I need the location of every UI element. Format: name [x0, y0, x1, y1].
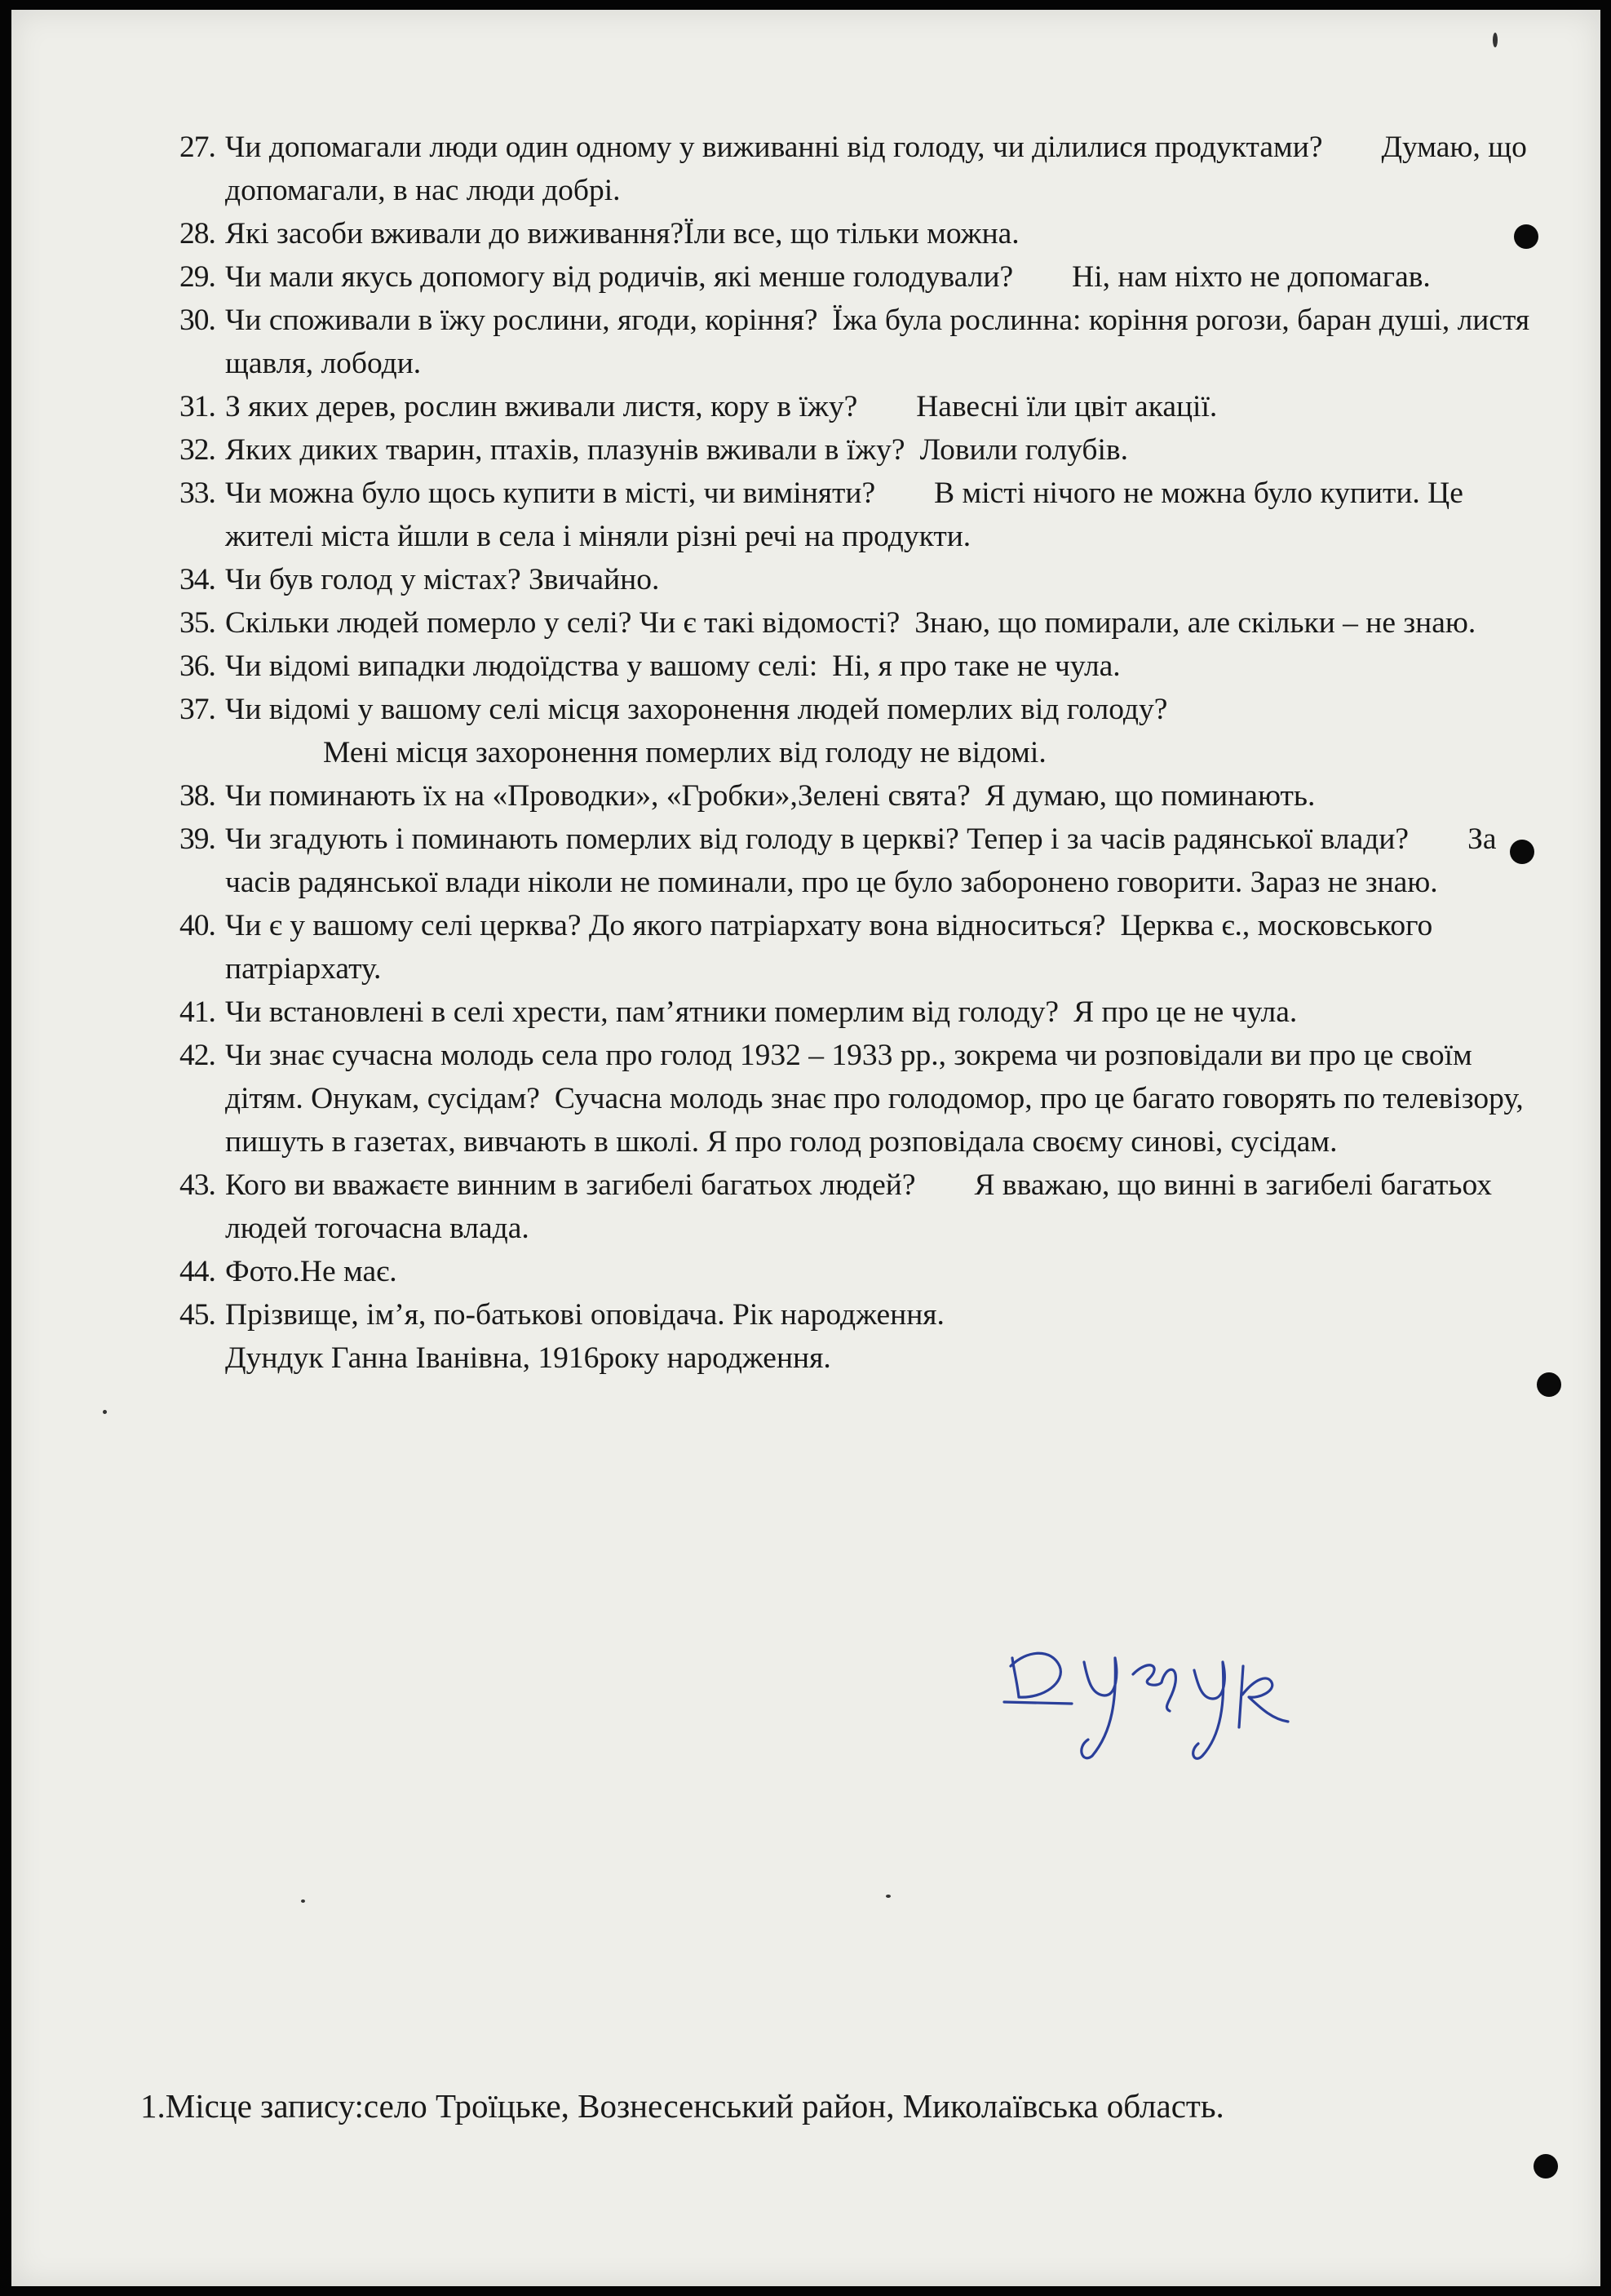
answer-text: Я думаю, що поминають. — [985, 779, 1316, 813]
answer-text: Сучасна молодь знає про голодомор, про це багато говорять по телевізору, пишуть в газетах, вивчають в школі. Я про голод розповідала своєму синові, сусідам. — [225, 1082, 1524, 1159]
paper-speck — [301, 1899, 305, 1903]
question-item-35 — [179, 601, 1555, 645]
answer-text: За часів радянської влади ніколи не поминали, про це було заборонено говорити. Зараз не знаю. — [225, 822, 1497, 899]
question-text: Чи споживали в їжу рослини, ягоди, коріння? — [225, 304, 818, 337]
question-number: 34. — [179, 563, 215, 596]
question-text: Які засоби вживали до виживання? — [225, 217, 684, 250]
punch-hole — [1534, 2154, 1558, 2179]
punch-hole — [1537, 1372, 1561, 1397]
question-number: 38. — [179, 779, 215, 813]
answer-text: Я вважаю, що винні в загибелі багатьох людей тогочасна влада. — [225, 1168, 1493, 1245]
question-item-37 — [179, 688, 1555, 774]
question-item-43 — [179, 1164, 1555, 1250]
questionnaire-list — [179, 126, 1555, 1380]
punch-hole — [1510, 840, 1534, 864]
question-number: 37. — [179, 693, 215, 726]
handwritten-signature — [994, 1633, 1337, 1780]
punch-hole — [1514, 224, 1538, 249]
question-number: 45. — [179, 1298, 215, 1332]
question-text: Чи можна було щось купити в місті, чи виміняти? — [225, 476, 876, 510]
question-number: 35. — [179, 606, 215, 640]
answer-text: Звичайно. — [529, 563, 660, 596]
question-text: Чи встановлені в селі хрести, пам’ятники померлим від голоду? — [225, 995, 1060, 1029]
question-number: 27. — [179, 131, 215, 164]
question-item-32 — [179, 428, 1555, 472]
answer-text: Не має. — [299, 1255, 397, 1288]
question-item-27 — [179, 126, 1555, 212]
question-number: 41. — [179, 995, 215, 1029]
answer-text: Дундук Ганна Іванівна, 1916року народження. — [225, 1341, 831, 1375]
answer-text: Думаю, що допомагали, в нас люди добрі. — [225, 131, 1527, 207]
question-item-41 — [179, 991, 1555, 1034]
paper-speck — [886, 1895, 891, 1898]
question-item-34 — [179, 558, 1555, 601]
question-number: 36. — [179, 649, 215, 683]
question-text: Фото. — [225, 1255, 300, 1288]
paper-speck — [103, 1410, 107, 1414]
question-number: 42. — [179, 1039, 215, 1072]
answer-text: Навесні їли цвіт акації. — [916, 390, 1218, 423]
question-number: 43. — [179, 1168, 215, 1202]
question-number: 39. — [179, 822, 215, 856]
question-number: 33. — [179, 476, 215, 510]
question-item-44 — [179, 1250, 1555, 1293]
question-text: Чи допомагали люди один одному у виживанні від голоду, чи ділилися продуктами? — [225, 131, 1323, 164]
question-text: Чи згадують і поминають померлих від голоду в церкві? Тепер і за часів радянської влади? — [225, 822, 1410, 856]
question-text: Чи мали якусь допомогу від родичів, які менше голодували? — [225, 260, 1014, 294]
answer-text: Мені місця захоронення померлих від голоду не відомі. — [323, 736, 1047, 769]
question-item-33 — [179, 472, 1555, 558]
document-page — [11, 10, 1600, 2286]
question-item-30 — [179, 299, 1555, 385]
question-number: 40. — [179, 909, 215, 942]
question-text: Чи був голод у містах? — [225, 563, 521, 596]
answer-text: Я про це не чула. — [1073, 995, 1298, 1029]
question-text: Яких диких тварин, птахів, плазунів вживали в їжу? — [225, 433, 905, 467]
answer-text: Ловили голубів. — [919, 433, 1129, 467]
question-text: Прізвище, ім’я, по-батькові оповідача. Рік народження. — [225, 1298, 945, 1332]
question-item-42 — [179, 1034, 1555, 1164]
question-item-31 — [179, 385, 1555, 428]
answer-text: Ні, нам ніхто не допомагав. — [1072, 260, 1431, 294]
question-text: Скільки людей померло у селі? Чи є такі відомості? — [225, 606, 901, 640]
question-text: Чи знає сучасна молодь села про голод 1932 – 1933 рр., зокрема чи розповідали ви про це своїм дітям. Онукам, сусідам? — [225, 1039, 1472, 1115]
question-item-40 — [179, 904, 1555, 991]
answer-text: Знаю, що помирали, але скільки – не знаю. — [914, 606, 1476, 640]
question-item-38 — [179, 774, 1555, 818]
question-text: З яких дерев, рослин вживали листя, кору в їжу? — [225, 390, 858, 423]
question-number: 28. — [179, 217, 215, 250]
question-text: Чи поминають їх на «Проводки», «Гробки»,Зелені свята? — [225, 779, 971, 813]
answer-text: Їли все, що тільки можна. — [684, 217, 1020, 250]
question-number: 32. — [179, 433, 215, 467]
question-text: Чи відомі випадки людоїдства у вашому селі: — [225, 649, 818, 683]
answer-text: Ні, я про таке не чула. — [832, 649, 1121, 683]
question-item-45 — [179, 1293, 1555, 1380]
question-item-29 — [179, 255, 1555, 299]
recording-place: 1.Місце запису:село Троїцьке, Вознесенський район, Миколаївська область. — [140, 2087, 1224, 2125]
question-text: Чи є у вашому селі церква? До якого патріархату вона відноситься? — [225, 909, 1106, 942]
question-item-39 — [179, 818, 1555, 904]
question-text: Чи відомі у вашому селі місця захоронення людей померлих від голоду? — [225, 693, 1168, 726]
answer-text: В місті нічого не можна було купити. Це жителі міста йшли в села і міняли різні речі на продукти. — [225, 476, 1463, 553]
paper-speck — [1493, 33, 1498, 47]
question-number: 31. — [179, 390, 215, 423]
question-number: 29. — [179, 260, 215, 294]
question-number: 44. — [179, 1255, 215, 1288]
question-item-36 — [179, 645, 1555, 688]
answer-text: Церква є., московського патріархату. — [225, 909, 1433, 986]
question-text: Кого ви вважаєте винним в загибелі багатьох людей? — [225, 1168, 916, 1202]
question-item-28 — [179, 212, 1555, 255]
answer-text: Їжа була рослинна: коріння рогози, баран душі, листя щавля, лободи. — [225, 304, 1530, 380]
question-number: 30. — [179, 304, 215, 337]
